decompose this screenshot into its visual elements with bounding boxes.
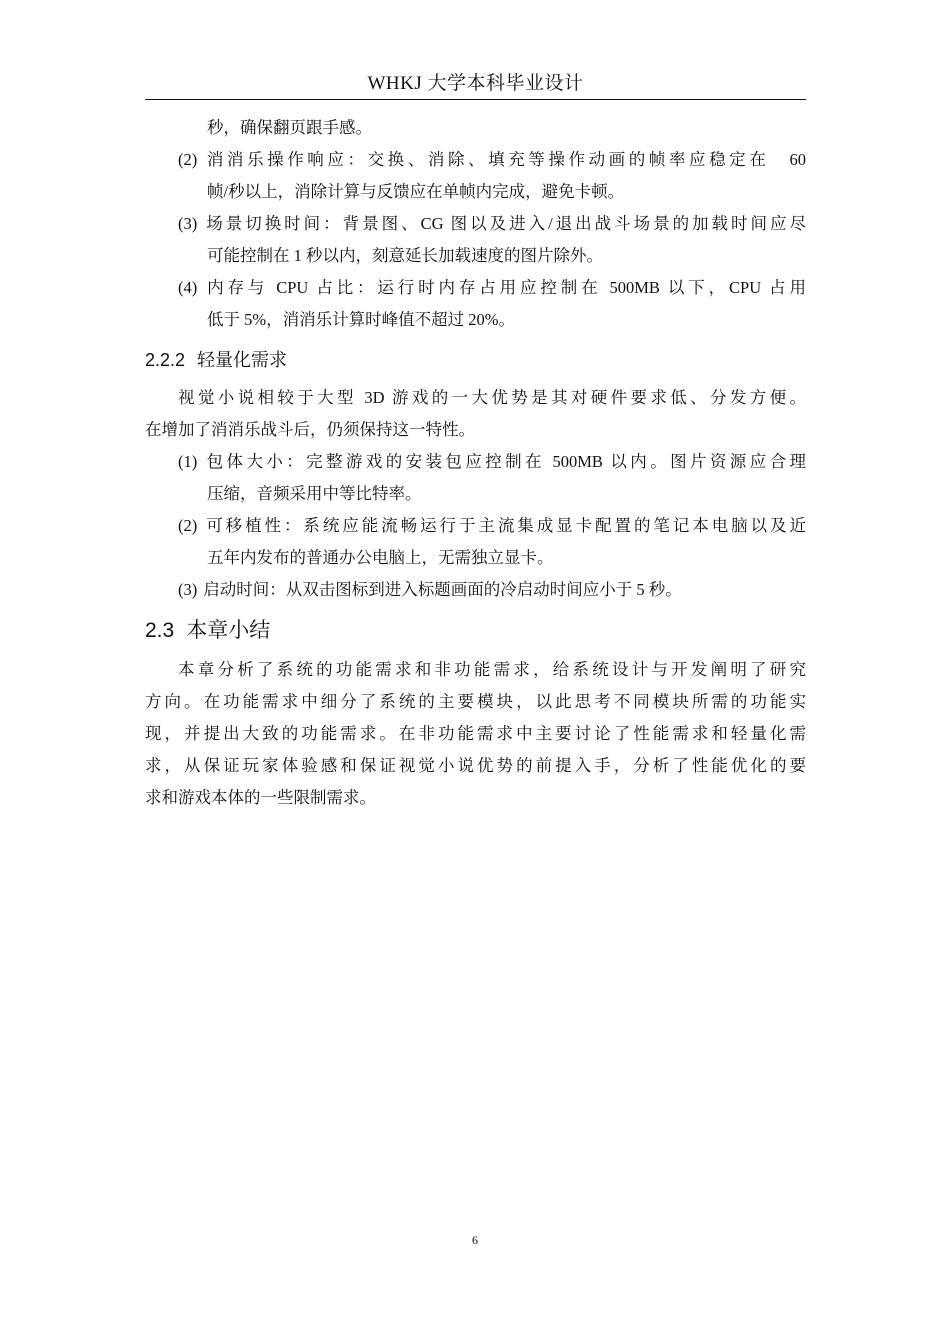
list-number: (2) xyxy=(178,516,198,535)
section-title: 轻量化需求 xyxy=(197,350,288,370)
list-number: (4) xyxy=(178,278,198,297)
list-number: (3) xyxy=(178,580,198,599)
lightweight-item-1-line-2: 压缩，音频采用中等比特率。 xyxy=(207,484,422,503)
lightweight-intro-line-1: 视觉小说相较于大型 3D 游戏的一大优势是其对硬件要求低、分发方便。 xyxy=(178,388,806,407)
lightweight-item-1-line-1 xyxy=(145,446,806,478)
perf-item-4-line-1 xyxy=(145,272,806,304)
list-text: 内存与 CPU 占比：运行时内存占用应控制在 500MB 以下，CPU 占用 xyxy=(203,278,806,297)
document-body xyxy=(145,112,806,814)
list-text: 可移植性：系统应能流畅运行于主流集成显卡配置的笔记本电脑以及近 xyxy=(203,516,806,535)
section-heading-2-2-2 xyxy=(145,338,806,382)
perf-item-4-line-2: 低于 5%，消消乐计算时峰值不超过 20%。 xyxy=(207,310,515,329)
header-rule xyxy=(145,99,806,100)
lightweight-intro-line-2: 在增加了消消乐战斗后，仍须保持这一特性。 xyxy=(145,420,475,439)
summary-line-4: 求，从保证玩家体验感和保证视觉小说优势的前提入手，分析了性能优化的要 xyxy=(145,756,806,775)
lightweight-item-2-line-2: 五年内发布的普通办公电脑上，无需独立显卡。 xyxy=(207,548,554,567)
perf-item-3-line-2: 可能控制在 1 秒以内，刻意延长加载速度的图片除外。 xyxy=(207,246,603,265)
perf-item-3-line-1 xyxy=(145,208,806,240)
list-number: (1) xyxy=(178,452,198,471)
summary-line-3: 现，并提出大致的功能需求。在非功能需求中主要讨论了性能需求和轻量化需 xyxy=(145,724,806,743)
lightweight-item-2-line-1 xyxy=(145,510,806,542)
summary-line-1: 本章分析了系统的功能需求和非功能需求，给系统设计与开发阐明了研究 xyxy=(178,660,806,679)
list-number: (3) xyxy=(178,214,198,233)
perf-item-2-line-2: 帧/秒以上，消除计算与反馈应在单帧内完成，避免卡顿。 xyxy=(207,182,625,201)
section-number: 2.2.2 xyxy=(145,350,186,370)
summary-line-5: 求和游戏本体的一些限制需求。 xyxy=(145,788,376,807)
section-heading-2-3 xyxy=(145,608,806,654)
list-text: 包体大小：完整游戏的安装包应控制在 500MB 以内。图片资源应合理 xyxy=(203,452,806,471)
perf-item-1-continuation: 秒，确保翻页跟手感。 xyxy=(207,118,372,137)
page-number: 6 xyxy=(472,1233,478,1247)
list-text: 消消乐操作响应：交换、消除、填充等操作动画的帧率应稳定在 60 xyxy=(203,150,806,169)
summary-line-2: 方向。在功能需求中细分了系统的主要模块，以此思考不同模块所需的功能实 xyxy=(145,692,806,711)
lightweight-item-3 xyxy=(145,574,806,606)
page-header-title: WHKJ 大学本科毕业设计 xyxy=(367,73,584,94)
perf-item-2-line-1 xyxy=(145,144,806,176)
list-text: 场景切换时间：背景图、CG 图以及进入/退出战斗场景的加载时间应尽 xyxy=(203,214,806,233)
list-text: 启动时间：从双击图标到进入标题画面的冷启动时间应小于 5 秒。 xyxy=(203,580,682,599)
section-title: 本章小结 xyxy=(186,619,271,642)
list-number: (2) xyxy=(178,150,198,169)
section-number: 2.3 xyxy=(145,619,175,642)
